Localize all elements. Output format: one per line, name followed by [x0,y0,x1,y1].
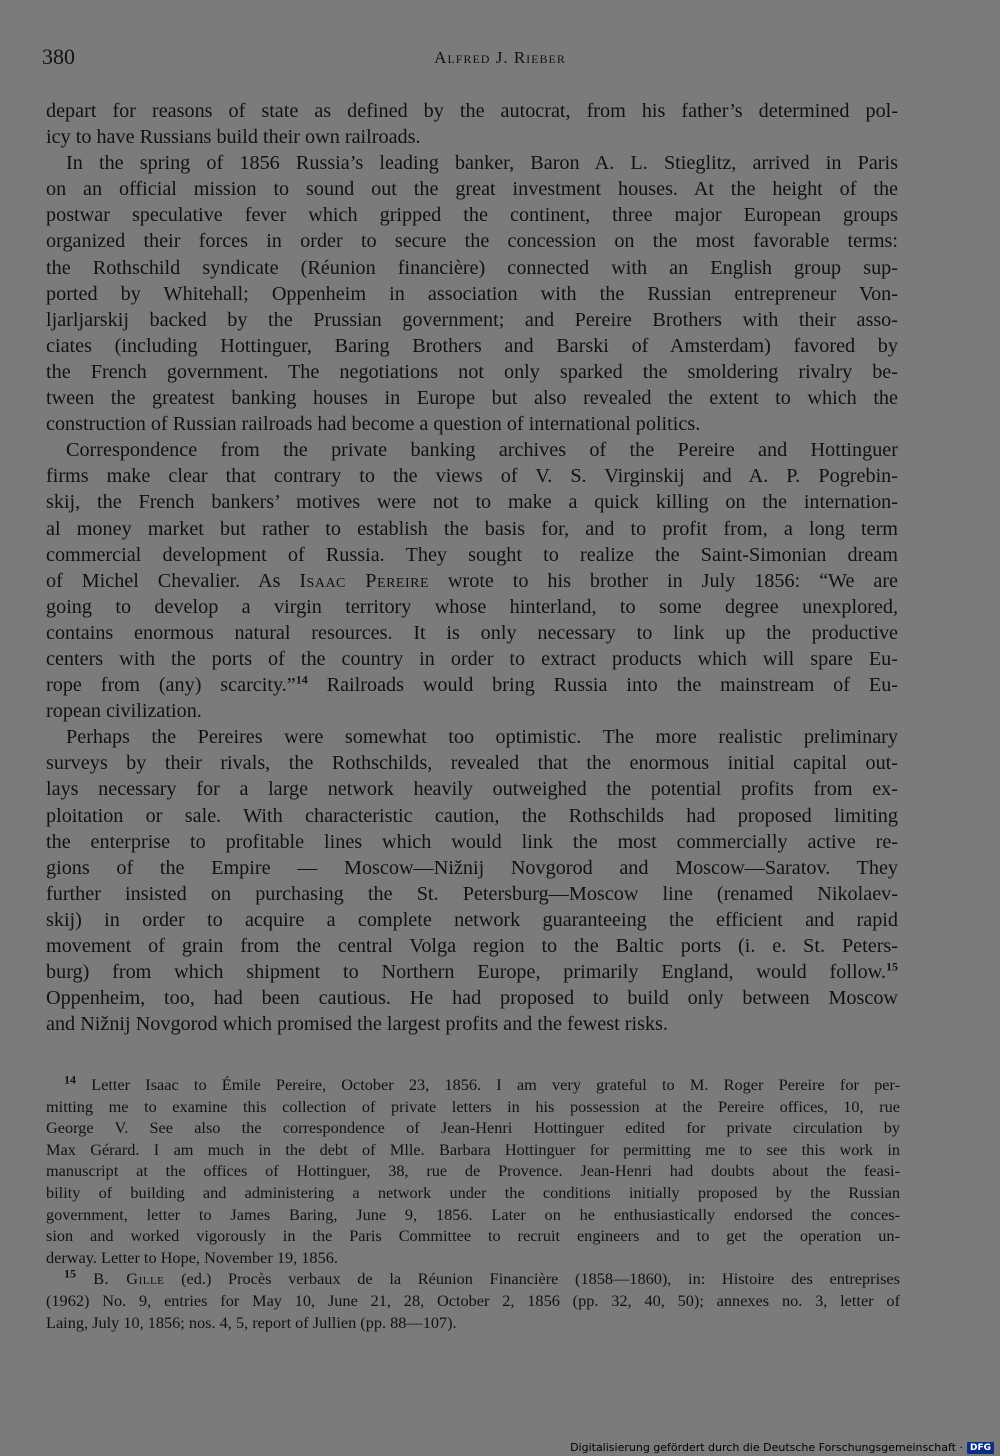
paragraph-3 [46,437,898,724]
text-line [46,959,898,985]
footnote-line [46,1268,900,1290]
text-line: surveys by their rivals, the Rothschilds, revealed that the enormous initial capital out- [46,752,898,775]
text-line: the French government. The negotiations not only sparked the smoldering rivalry be- [46,360,898,383]
text-line: gions of the Empire — Moscow—Nižnij Novgorod and Moscow—Saratov. They [46,856,898,879]
text-line: going to develop a virgin territory whose hinterland, to some degree unexplored, [46,595,898,618]
text-line: and Nižnij Novgorod which promised the largest profits and the fewest risks. [46,1013,668,1036]
text-line: the enterprise to profitable lines which would link the most commercially active re- [46,830,898,853]
text-run: burg) from which shipment to Northern Europe, primarily England, would follow. [46,961,886,984]
footnote-line: mitting me to examine this collection of private letters in his possession at the Pereire offices, 10, rue [46,1096,900,1116]
text-line: lays necessary for a large network heavily outweighed the potential profits from ex- [46,778,898,801]
running-head: Alfred J. Rieber [434,48,566,67]
footnote-ref-14[interactable]: 14 [295,672,308,687]
body-text [46,98,898,1037]
text-line: further insisted on purchasing the St. Petersburg—Moscow line (renamed Nikolaev- [46,882,898,905]
footnote-line: Max Gérard. I am much in the debt of Mlle. Barbara Hottinguer for permitting me to see this work in [46,1139,900,1159]
text-line: ljarljarskij backed by the Prussian government; and Pereire Brothers with their asso- [46,308,898,331]
text-run: (ed.) Procès verbaux de la Réunion Financière (1858—1860), in: Histoire des entreprises [164,1269,900,1289]
digitization-footer [570,1441,994,1454]
text-line: In the spring of 1856 Russia’s leading banker, Baron A. L. Stieglitz, arrived in Paris [66,152,898,175]
text-line [46,568,898,594]
author-name-smallcaps: Isaac Pereire [299,569,430,592]
text-line: Correspondence from the private banking archives of the Pereire and Hottinguer [66,439,898,462]
footnote-number: 14 [64,1072,76,1087]
footnote-line [46,1074,900,1096]
text-line: ploitation or sale. With characteristic caution, the Rothschilds had proposed limiting [46,804,898,827]
text-line [46,672,898,698]
text-line: Oppenheim, too, had been cautious. He had proposed to build only between Moscow [46,987,898,1010]
footnote-line: bility of building and administering a network under the conditions initially proposed by the Russian [46,1182,900,1202]
footnote-line: (1962) No. 9, entries for May 10, June 21, 28, October 2, 1856 (pp. 32, 40, 50); annexes no. 3, letter of [46,1290,900,1310]
text-run: wrote to his brother in July 1856: “We are [429,569,898,592]
author-name-smallcaps: B. Gille [76,1269,165,1289]
paragraph-2 [46,150,898,437]
funding-notice: Digitalisierung gefördert durch die Deutsche Forschungsgemeinschaft · [570,1441,963,1454]
text-line: firms make clear that contrary to the views of V. S. Virginskij and A. P. Pogrebin- [46,465,898,488]
page-number: 380 [42,44,75,69]
footnote-line: sion and worked vigorously in the Paris Committee to recruit engineers and to get the operation un- [46,1226,900,1246]
text-run: Railroads would bring Russia into the mainstream of Eu- [307,674,899,697]
footnote-line: government, letter to James Baring, June 9, 1856. Later on he enthusiastically endorsed the conces- [46,1204,900,1224]
text-line: ropean civilization. [46,700,202,723]
text-line: depart for reasons of state as defined by the autocrat, from his father’s determined pol- [46,100,898,122]
text-line: al money market but rather to establish the basis for, and to profit from, a long term [46,517,898,540]
footnote-line: Laing, July 10, 1856; nos. 4, 5, report of Jullien (pp. 88—107). [46,1312,457,1332]
text-line: skij) in order to acquire a complete network guaranteeing the efficient and rapid [46,908,898,931]
text-line: Perhaps the Pereires were somewhat too optimistic. The more realistic preliminary [66,726,898,749]
paragraph-4 [46,724,898,1037]
text-line: ported by Whitehall; Oppenheim in association with the Russian entrepreneur Von- [46,282,898,305]
text-line: centers with the ports of the country in order to extract products which will spare Eu- [46,647,898,670]
dfg-logo: DFG [967,1442,994,1454]
footnote-ref-15[interactable]: 15 [886,959,898,974]
text-line: postwar speculative fever which gripped the continent, three major European groups [46,204,898,227]
text-line: ciates (including Hottinguer, Baring Brothers and Barski of Amsterdam) favored by [46,334,898,357]
text-line: construction of Russian railroads had become a question of international politics. [46,413,701,436]
text-line: icy to have Russians build their own railroads. [46,126,421,149]
footnotes [46,1074,900,1333]
paragraph-1 [46,98,898,150]
text-line: skij, the French bankers’ motives were not to make a quick killing on the internation- [46,491,898,514]
footnote-number: 15 [64,1266,76,1281]
text-line: commercial development of Russia. They sought to realize the Saint-Simonian dream [46,543,898,566]
footnote-15 [46,1268,900,1333]
text-run: Letter Isaac to Émile Pereire, October 23, 1856. I am very grateful to M. Roger Pereire for per- [76,1075,900,1094]
text-run: of Michel Chevalier. As [46,569,300,592]
text-line: on an official mission to sound out the great investment houses. At the height of the [46,178,898,201]
text-run: rope from (any) scarcity.” [46,674,296,697]
footnote-line: derway. Letter to Hope, November 19, 1856. [46,1247,338,1267]
text-line: the Rothschild syndicate (Réunion financière) connected with an English group sup- [46,256,898,279]
text-line: contains enormous natural resources. It is only necessary to link up the productive [46,621,898,644]
text-line: movement of grain from the central Volga region to the Baltic ports (i. e. St. Peters- [46,935,898,957]
footnote-line: manuscript at the offices of Hottinguer, 38, rue de Provence. Jean-Henri had doubts about the feasi- [46,1161,900,1181]
text-line: organized their forces in order to secure the concession on the most favorable terms: [46,230,898,253]
footnote-line: George V. See also the correspondence of Jean-Henri Hottinguer edited for private circulation by [46,1118,900,1138]
text-line: tween the greatest banking houses in Europe but also revealed the extent to which the [46,387,898,410]
footnote-14 [46,1074,900,1268]
